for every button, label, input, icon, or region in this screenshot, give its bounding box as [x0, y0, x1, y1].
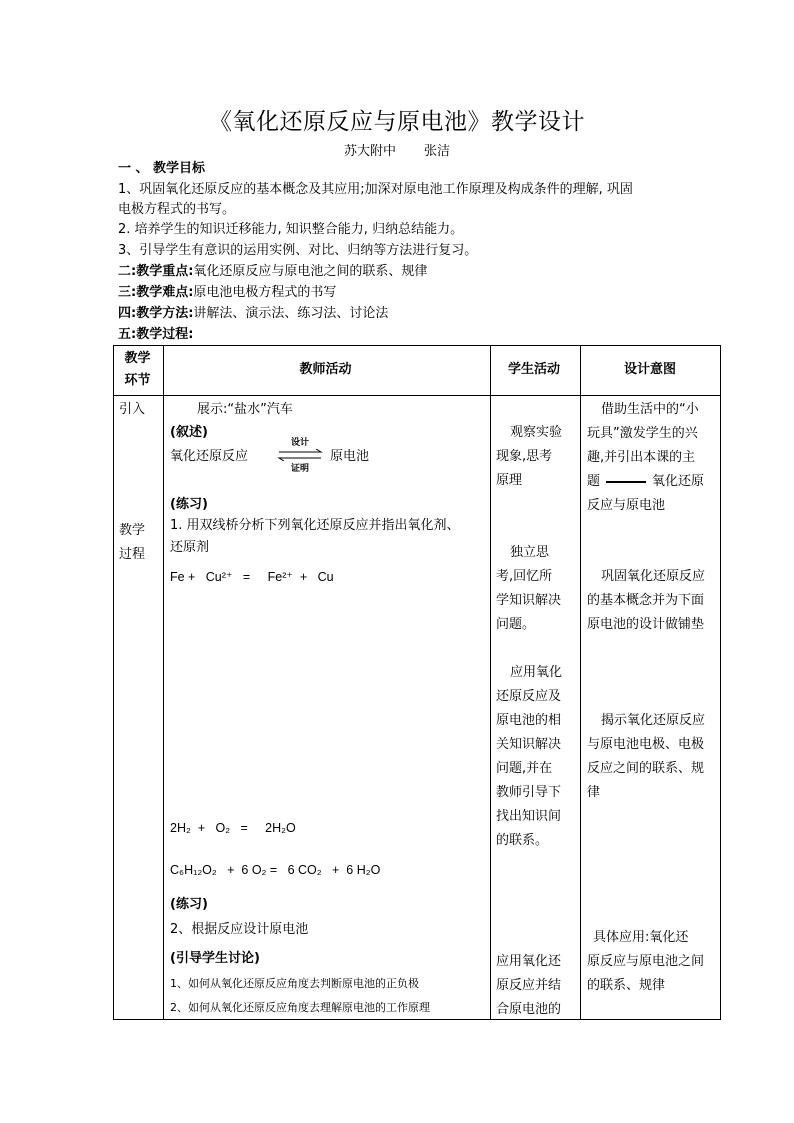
intent-4-line: 的联系、规律 [587, 978, 666, 993]
header-student: 学生活动 [507, 362, 560, 377]
col-divider [163, 346, 164, 1019]
stage-process-line2: 过程 [119, 547, 146, 562]
equation-3: C₆H₁₂O₂ + 6 O₂ = 6 CO₂ + 6 H₂O [170, 863, 381, 877]
student-3-line: 还原反应及 [496, 689, 562, 704]
teacher-redox: 氧化还原反应 [170, 449, 249, 464]
student-3-line: 找出知识间 [496, 809, 562, 824]
author-school: 苏大附中 [343, 144, 396, 159]
student-3-line: 应用氧化 [510, 665, 563, 680]
intent-1-line: 借助生活中的“小 [601, 402, 699, 417]
intent-1-theme-label: 题 [587, 474, 601, 489]
intent-3-line: 律 [587, 785, 601, 800]
student-activity-1 [496, 421, 562, 493]
difficulties [118, 282, 336, 303]
header-stage [113, 345, 162, 395]
teacher-cell: 原电池 [330, 449, 370, 464]
student-4-line: 原反应并结 [496, 978, 562, 993]
col-divider [490, 346, 491, 1019]
student-2-line: 考,回忆所 [496, 569, 553, 584]
process-label: 五:教学过程: [118, 327, 194, 342]
intent-4 [587, 926, 704, 998]
student-2-line: 问题。 [496, 617, 536, 632]
method-label: 四:教学方法: [118, 306, 194, 321]
student-activity-3 [496, 661, 562, 853]
intent-2-line: 巩固氧化还原反应 [601, 569, 706, 584]
intent-3-line: 与原电池电极、电极 [587, 737, 705, 752]
student-3-line: 教师引导下 [496, 785, 562, 800]
student-1-line: 现象,思考 [496, 449, 553, 464]
student-4-line: 应用氧化还 [496, 954, 562, 969]
diff-label: 三:教学难点: [118, 285, 194, 300]
dash-line [606, 481, 646, 483]
teacher-discuss: (引导学生讨论) [170, 951, 260, 966]
equation-2: 2H₂ + O₂ = 2H₂O [170, 821, 296, 835]
intent-1-line: 反应与原电池 [587, 498, 666, 513]
teacher-q1-line1: 1. 用双线桥分析下列氧化还原反应并指出氧化剂、 [170, 518, 460, 533]
intent-2-line: 原电池的设计做铺垫 [587, 617, 705, 632]
equation-1: Fe + Cu²⁺ = Fe²⁺ + Cu [170, 570, 334, 584]
key-label: 二:教学重点: [118, 264, 194, 279]
intent-3-line: 反应之间的联系、规 [587, 761, 705, 776]
intent-1-theme-text: 氧化还原 [652, 474, 705, 489]
intent-2 [587, 565, 705, 637]
intent-4-line: 原反应与原电池之间 [587, 954, 705, 969]
header-stage-line1: 教学 [124, 351, 151, 366]
double-arrow-icon [277, 449, 323, 461]
intent-1-theme-line [587, 470, 704, 494]
header-divider [114, 395, 720, 396]
stage-process-line1: 教学 [119, 523, 146, 538]
student-3-line: 关知识解决 [496, 737, 562, 752]
objective-1-line2: 电极方程式的书写。 [118, 202, 236, 217]
intent-1-line: 趣,并引出本课的主 [587, 450, 696, 465]
intent-2-line: 的基本概念并为下面 [587, 593, 705, 608]
objective-3: 3、引导学生有意识的运用实例、对比、归纳等方法进行复习。 [118, 243, 478, 258]
stage-intro: 引入 [119, 402, 146, 417]
arrow-top-label: 设计 [290, 438, 309, 448]
objective-1-line1: 1、巩固氧化还原反应的基本概念及其应用;加深对原电池工作原理及构成条件的理解, 巩固 [118, 182, 633, 197]
header-teacher: 教师活动 [299, 362, 352, 377]
intent-4-line: 具体应用:氧化还 [593, 930, 689, 945]
key-points [118, 261, 427, 282]
discussion-q1: 1、如何从氧化还原反应角度去判断原电池的正负极 [170, 977, 419, 990]
arrow-bottom-label: 证明 [290, 464, 309, 474]
teacher-q1-line2: 还原剂 [170, 540, 210, 555]
objectives-heading: 一 、 教学目标 [118, 161, 206, 176]
discussion-q2: 2、如何从氧化还原反应角度去理解原电池的工作原理 [170, 1001, 430, 1014]
header-stage-line2: 环节 [124, 373, 151, 388]
teacher-narrate: (叙述) [170, 425, 208, 440]
student-4-line: 合原电池的 [496, 1002, 562, 1017]
student-2-line: 独立思 [510, 545, 550, 560]
header-intent: 设计意图 [623, 362, 676, 377]
student-3-line: 的联系。 [496, 833, 549, 848]
diff-text: 原电池电极方程式的书写 [193, 285, 337, 300]
teacher-practice2: (练习) [170, 897, 208, 912]
student-3-line: 问题,并在 [496, 761, 553, 776]
author-name: 张洁 [424, 144, 451, 159]
student-activity-4 [496, 950, 561, 1022]
col-divider [580, 346, 581, 1019]
teacher-q2: 2、根据反应设计原电池 [170, 922, 309, 937]
intent-1 [587, 398, 704, 518]
student-3-line: 原电池的相 [496, 713, 562, 728]
objective-2: 2. 培养学生的知识迁移能力, 知识整合能力, 归纳总结能力。 [118, 222, 464, 237]
methods [118, 303, 388, 324]
student-1-line: 观察实验 [510, 425, 563, 440]
student-2-line: 学知识解决 [496, 593, 562, 608]
key-text: 氧化还原反应与原电池之间的联系、规律 [193, 264, 428, 279]
student-1-line: 原理 [496, 473, 523, 488]
teacher-show: 展示:“盐水”汽车 [197, 402, 293, 417]
teacher-practice1: (练习) [170, 497, 208, 512]
student-activity-2 [496, 541, 561, 637]
method-text: 讲解法、演示法、练习法、讨论法 [193, 306, 389, 321]
design-prove-arrows [277, 437, 323, 473]
author-line [0, 140, 794, 159]
intent-1-line: 玩具”激发学生的兴 [587, 426, 698, 441]
intent-3-line: 揭示氧化还原反应 [601, 713, 706, 728]
intent-3 [587, 709, 705, 805]
page-title: 《氧化还原反应与原电池》教学设计 [209, 109, 585, 135]
